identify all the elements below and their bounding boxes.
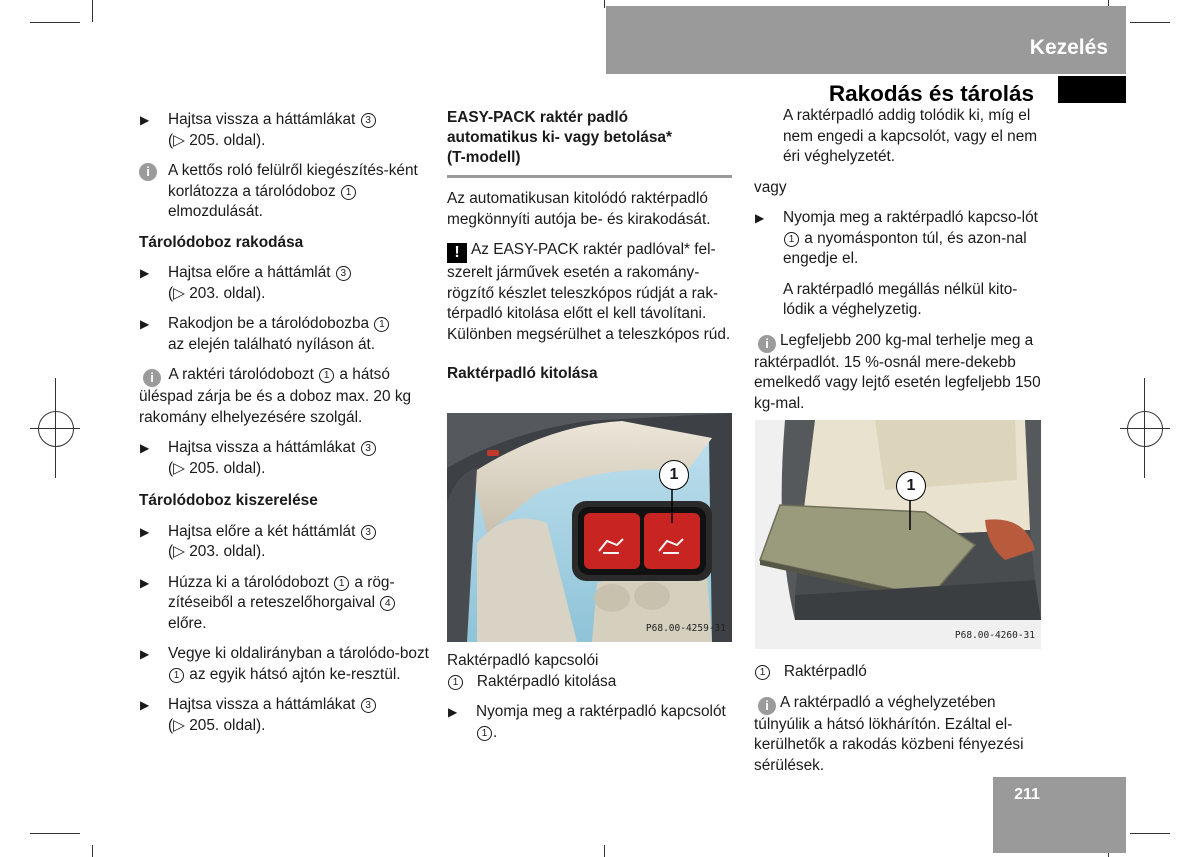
instruction-text: Hajtsa vissza a háttámlákat [168, 111, 360, 128]
caption-item [447, 672, 737, 693]
figure-caption [754, 662, 1044, 786]
instruction-item [139, 314, 429, 355]
bullet-arrow-icon: ▶ [140, 266, 150, 280]
instruction-item [139, 644, 429, 685]
crop-mark [30, 22, 80, 23]
crop-mark [30, 833, 80, 834]
warning-text: Az EASY-PACK raktér padlóval* fel-szerelt járművek esetén a rakomány-rögzítő készlet teleszkópos rúdját a rak-térpadló kitolása előtt el kell távolítani. Különben megsérülhet a teleszkópos rúd. [447, 241, 731, 343]
page-reference: (▷ 205. oldal). [168, 131, 266, 149]
warning-icon: ! [447, 243, 467, 263]
page-number: 211 [1014, 786, 1040, 803]
column-left [139, 110, 429, 746]
figure-callout: 1 [659, 460, 689, 490]
bullet-arrow-icon: ▶ [140, 441, 150, 455]
instruction-item [139, 263, 429, 304]
column-middle [447, 108, 737, 395]
crop-mark [92, 845, 93, 857]
bullet-arrow-icon: ▶ [140, 647, 150, 661]
registration-mark [1120, 428, 1170, 429]
heading-line: (T-modell) [447, 149, 521, 166]
bullet-arrow-icon: ▶ [140, 698, 150, 712]
instruction-item [447, 702, 737, 743]
info-note [754, 693, 1044, 777]
reference-number: 1 [319, 368, 334, 383]
caption-text: Raktérpadló kitolása [476, 672, 617, 690]
reference-number: 3 [361, 441, 376, 456]
page-reference: (▷ 205. oldal). [168, 459, 266, 477]
column-right [754, 106, 1044, 424]
bullet-arrow-icon: ▶ [755, 211, 765, 225]
crop-mark [604, 0, 605, 8]
page-reference: (▷ 205. oldal). [168, 716, 266, 734]
caption-item [754, 662, 1044, 683]
instruction-text: Hajtsa előre a két háttámlát [168, 522, 360, 540]
paragraph-or: vagy [754, 178, 787, 196]
instruction-text: a rög-zítéseiből a reteszelőhorgaival [168, 573, 395, 611]
instruction-text: Hajtsa vissza a háttámlákat [168, 439, 360, 456]
instruction-item [139, 438, 429, 479]
info-icon: i [143, 369, 161, 387]
reference-number: 1 [169, 668, 184, 683]
crop-mark [92, 0, 93, 22]
page-reference: (▷ 203. oldal). [168, 284, 266, 302]
info-icon: i [758, 335, 776, 353]
instruction-item [754, 208, 1044, 270]
note-text: elmozdulását. [168, 203, 263, 220]
note-text: A raktéri tárolódobozt [168, 366, 319, 383]
info-icon: i [139, 163, 157, 181]
note-text: a hátsó üléspad zárja be és a doboz max. 20 kg rakomány elhelyezésére szolgál. [139, 366, 412, 426]
instruction-item [139, 695, 429, 736]
instruction-text: Rakodjon be a tárolódobozba [168, 315, 374, 332]
crop-mark [1130, 22, 1170, 23]
heading-rule [447, 175, 732, 178]
instruction-text: előre. [168, 614, 207, 632]
figure-callout: 1 [896, 471, 926, 501]
crop-mark [1130, 833, 1170, 834]
section-title: Rakodás és tárolás [828, 81, 1034, 106]
cargo-floor-illustration [755, 420, 1041, 649]
paragraph: A raktérpadló addig tolódik ki, míg el nem engedi a kapcsolót, vagy el nem éri véghelyzetét. [783, 107, 1038, 165]
registration-mark [1144, 378, 1145, 478]
subheading: Raktérpadló kitolása [447, 365, 598, 382]
reference-number: 3 [336, 266, 351, 281]
warning-note [447, 240, 737, 345]
reference-number: 1 [784, 232, 799, 247]
instruction-text: . [493, 723, 498, 741]
chapter-title: Kezelés [1029, 36, 1108, 59]
note-text: Legfeljebb 200 kg-mal terhelje meg a raktérpadlót. 15 %-osnál mere-dekebb emelkedő vagy lejtő esetén legfeljebb 150 kg-mal. [754, 331, 1041, 412]
section-tab-marker [1058, 76, 1126, 103]
bullet-arrow-icon: ▶ [140, 575, 150, 590]
figure-caption [447, 651, 737, 753]
reference-number: 1 [477, 726, 492, 741]
note-text: A kettős roló felülről kiegészítés-ként korlátozza a tárolódoboz [168, 162, 418, 200]
instruction-text: Nyomja meg a raktérpadló kapcsolót [476, 703, 726, 720]
section-heading [447, 108, 737, 168]
note-text: A raktérpadló a véghelyzetében túlnyúlik a hátsó lökhárítón. Ezáltal el-kerülhetők a rakodás közbeni fényezési sérülések. [754, 693, 1024, 774]
crop-mark [604, 845, 605, 857]
tailgate-illustration [447, 413, 732, 642]
heading-line: automatikus ki- vagy betolása* [447, 129, 672, 146]
registration-mark [1127, 411, 1163, 447]
info-note [754, 331, 1044, 415]
paragraph: A raktérpadló megállás nélkül kito-lódik a véghelyzetig. [783, 280, 1018, 318]
caption-title: Raktérpadló kapcsolói [447, 652, 599, 669]
instruction-text: a nyomásponton túl, és azon-nal engedje el. [783, 229, 1027, 267]
subheading: Tárolódoboz rakodása [139, 233, 304, 251]
instruction-text: az egyik hátsó ajtón ke-resztül. [185, 665, 401, 683]
reference-number: 1 [341, 185, 356, 200]
instruction-text: Hajtsa előre a háttámlát [168, 264, 335, 281]
info-note [139, 161, 429, 223]
reference-number: 1 [374, 317, 389, 332]
paragraph: Az automatikusan kitolódó raktérpadló megkönnyíti autója be- és kirakodását. [447, 190, 711, 228]
reference-number: 3 [361, 113, 376, 128]
reference-number: 3 [361, 698, 376, 713]
instruction-text: Húzza ki a tárolódobozt [168, 573, 334, 591]
instruction-text: Vegye ki oldalirányban a tárolódo-bozt [168, 645, 429, 662]
instruction-item [139, 522, 429, 563]
info-icon: i [758, 697, 776, 715]
instruction-text: Hajtsa vissza a háttámlákat [168, 696, 360, 713]
reference-number: 1 [755, 665, 770, 680]
figure-code: P68.00-4260-31 [954, 629, 1035, 641]
figure-code: P68.00-4259-31 [645, 622, 726, 634]
bullet-arrow-icon: ▶ [140, 113, 150, 127]
reference-number: 4 [380, 596, 395, 611]
page-reference: (▷ 203. oldal). [168, 543, 266, 560]
heading-line: EASY-PACK raktér padló [447, 109, 629, 126]
reference-number: 3 [361, 525, 376, 540]
bullet-arrow-icon: ▶ [448, 705, 458, 719]
figure-cargo-floor-switches [447, 413, 732, 642]
info-note [139, 365, 429, 428]
subheading: Tárolódoboz kiszerelése [139, 492, 318, 509]
registration-mark [55, 378, 56, 478]
instruction-text: az elején található nyíláson át. [168, 335, 376, 353]
caption-text: Raktérpadló [783, 663, 867, 680]
registration-mark [38, 411, 74, 447]
reference-number: 1 [334, 576, 349, 591]
instruction-item [139, 573, 429, 635]
bullet-arrow-icon: ▶ [140, 524, 150, 539]
reference-number: 1 [448, 675, 463, 690]
instruction-item [139, 110, 429, 151]
figure-cargo-floor-extended [755, 420, 1041, 649]
bullet-arrow-icon: ▶ [140, 317, 150, 331]
instruction-text: Nyomja meg a raktérpadló kapcso-lót [783, 209, 1038, 226]
